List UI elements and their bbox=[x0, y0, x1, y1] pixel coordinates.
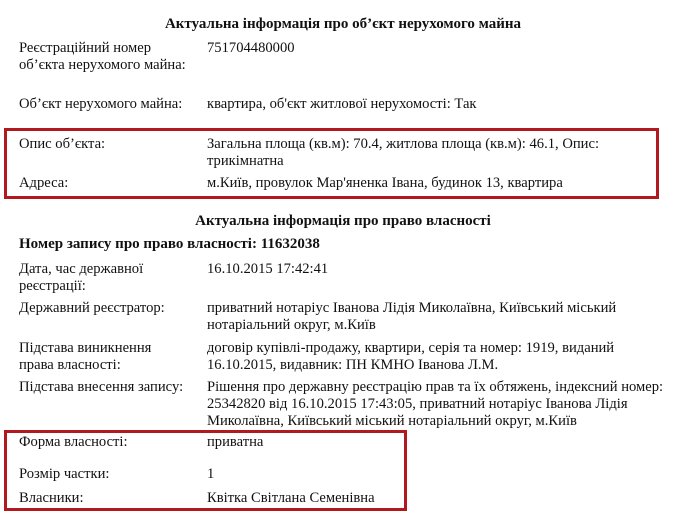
address-value: м.Київ, провулок Мар'яненка Івана, будинок 13, квартира bbox=[207, 175, 563, 191]
entry-basis-value: Рішення про державну реєстрацію прав та їх обтяжень, індексний номер: 25342820 від 16.10.2015 17:43:05, приватний нотаріус Іванова Лідія Миколаївна, Київський міський нотаріальний округ, м.Київ bbox=[207, 379, 664, 429]
registration-date-value: 16.10.2015 17:42:41 bbox=[207, 261, 329, 277]
state-registrar-label: Державний реєстратор: bbox=[19, 300, 165, 316]
ownership-form-value: приватна bbox=[207, 434, 264, 450]
registration-number-value: 751704480000 bbox=[207, 40, 295, 56]
property-section-title: Актуальна інформація про об’єкт нерухомого майна bbox=[164, 16, 522, 32]
share-size-label: Розмір частки: bbox=[19, 466, 110, 482]
ownership-form-label: Форма власності: bbox=[19, 434, 128, 450]
owners-label: Власники: bbox=[19, 490, 84, 506]
owners-value: Квітка Світлана Семенівна bbox=[207, 490, 375, 506]
share-size-value: 1 bbox=[207, 466, 215, 482]
ownership-record-number-heading: Номер запису про право власності: 11632038 bbox=[19, 236, 320, 252]
address-label: Адреса: bbox=[19, 175, 69, 191]
state-registrar-value: приватний нотаріус Іванова Лідія Миколаївна, Київський міський нотаріальний округ, м.Київ bbox=[207, 300, 617, 333]
object-description-value: Загальна площа (кв.м): 70.4, житлова площа (кв.м): 46.1, Опис: трикімнатна bbox=[207, 136, 600, 169]
entry-basis-label: Підстава внесення запису: bbox=[19, 379, 184, 395]
property-object-value: квартира, об'єкт житлової нерухомості: Так bbox=[207, 96, 477, 112]
ownership-basis-value: договір купівлі-продажу, квартири, серія та номер: 1919, виданий 16.10.2015, видавник: ПН КМНО Іванова Л.М. bbox=[207, 340, 615, 373]
object-description-label: Опис об’єкта: bbox=[19, 136, 106, 152]
ownership-section-title: Актуальна інформація про право власності bbox=[195, 213, 491, 229]
registration-number-label: Реєстраційний номер об’єкта нерухомого майна: bbox=[19, 40, 186, 73]
property-object-label: Об’єкт нерухомого майна: bbox=[19, 96, 183, 112]
registration-date-label: Дата, час державної реєстрації: bbox=[19, 261, 144, 294]
ownership-basis-label: Підстава виникнення права власності: bbox=[19, 340, 152, 373]
